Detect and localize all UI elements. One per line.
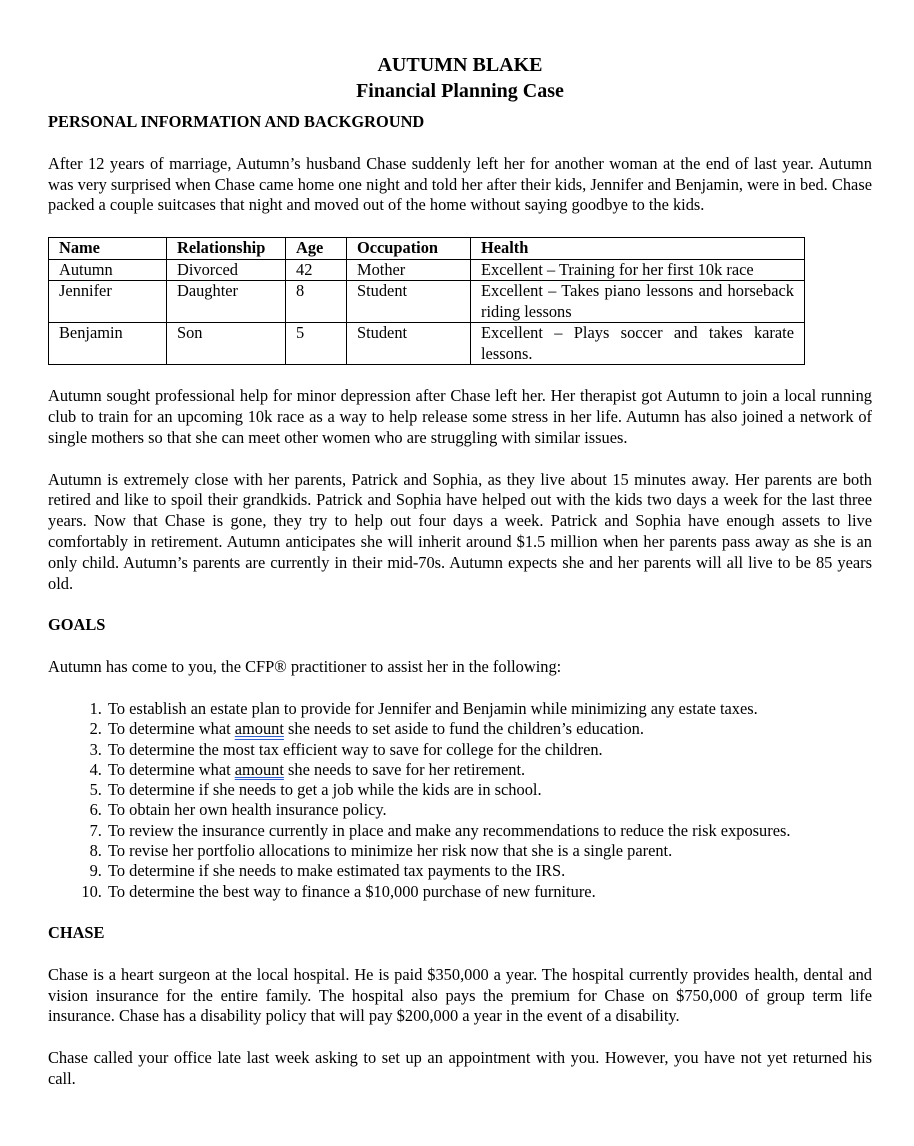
list-item: 5. To determine if she needs to get a job while the kids are in school. xyxy=(106,780,872,800)
table-row xyxy=(49,281,805,323)
list-item: 3. To determine the most tax efficient way to save for college for the children. xyxy=(106,740,872,760)
paragraph-parents: Autumn is extremely close with her parents, Patrick and Sophia, as they live about 15 minutes away. Her parents are both retired and like to spoil their grandkids. Patrick and Sophia have helped out with the kids two days a week for the last three years. Now that Chase is gone, they try to help out four days a week. Patrick and Sophia have enough assets to live comfortably in retirement. Autumn anticipates she will inherit around $1.5 million when her parents pass away as she is an only child. Autumn’s parents are currently in their mid-70s. Autumn expects she and her parents will all live to be 85 years old. xyxy=(48,469,872,593)
spellcheck-word[interactable]: amount xyxy=(234,759,284,779)
col-age: Age xyxy=(286,238,347,260)
cell-relationship: Divorced xyxy=(167,259,286,281)
cell-age: 5 xyxy=(286,323,347,365)
cell-health: Excellent – Plays soccer and takes karate lessons. xyxy=(471,323,805,365)
goals-intro: Autumn has come to you, the CFP® practitioner to assist her in the following: xyxy=(48,657,562,677)
list-item: 10. To determine the best way to finance a $10,000 purchase of new furniture. xyxy=(106,882,872,902)
cell-name: Benjamin xyxy=(49,323,167,365)
table-row xyxy=(49,323,805,365)
cell-occupation: Student xyxy=(347,323,471,365)
paragraph-marriage: After 12 years of marriage, Autumn’s husband Chase suddenly left her for another woman at the end of last year. Autumn was very surprised when Chase came home one night and told her after their kids, Jennifer and Benjamin, were in bed. Chase packed a couple suitcases that night and moved out of the home without saying goodbye to the kids. xyxy=(48,153,872,215)
list-item: 2. To determine what amount she needs to set aside to fund the children’s education. xyxy=(106,719,872,739)
cell-relationship: Son xyxy=(167,323,286,365)
list-item: 9. To determine if she needs to make estimated tax payments to the IRS. xyxy=(106,861,872,881)
list-item: 7. To review the insurance currently in place and make any recommendations to reduce the risk exposures. xyxy=(106,821,872,841)
paragraph-chase-job: Chase is a heart surgeon at the local hospital. He is paid $350,000 a year. The hospital currently provides health, dental and vision insurance for the entire family. The hospital also pays the premium for Chase on $750,000 of group term life insurance. Chase has a disability policy that will pay $200,000 a year in the event of a disability. xyxy=(48,964,872,1026)
paragraph-chase-call: Chase called your office late last week asking to set up an appointment with you. However, you have not yet returned his call. xyxy=(48,1048,872,1088)
col-occupation: Occupation xyxy=(347,238,471,260)
list-item: 6. To obtain her own health insurance policy. xyxy=(106,800,872,820)
document-page xyxy=(48,52,872,1090)
cell-age: 8 xyxy=(286,281,347,323)
col-name: Name xyxy=(49,238,167,260)
list-item: 1. To establish an estate plan to provide for Jennifer and Benjamin while minimizing any estate taxes. xyxy=(106,699,872,719)
family-table xyxy=(48,237,805,365)
document-title: AUTUMN BLAKE xyxy=(377,54,543,76)
table-row xyxy=(49,259,805,281)
list-item: 8. To revise her portfolio allocations to minimize her risk now that she is a single parent. xyxy=(106,841,872,861)
cell-relationship: Daughter xyxy=(167,281,286,323)
cell-health: Excellent – Takes piano lessons and horseback riding lessons xyxy=(471,281,805,323)
cell-health: Excellent – Training for her first 10k race xyxy=(471,259,805,281)
section-heading-personal: PERSONAL INFORMATION AND BACKGROUND xyxy=(48,112,425,131)
section-heading-chase: CHASE xyxy=(48,922,105,942)
table-header-row xyxy=(49,238,805,260)
cell-name: Jennifer xyxy=(49,281,167,323)
list-item: 4. To determine what amount she needs to save for her retirement. xyxy=(106,760,872,780)
document-subtitle: Financial Planning Case xyxy=(356,80,564,102)
col-health: Health xyxy=(471,238,805,260)
goals-list xyxy=(48,699,872,902)
paragraph-therapy: Autumn sought professional help for minor depression after Chase left her. Her therapist got Autumn to join a local running club to train for an upcoming 10k race as a way to help release some stress in her life. Autumn has also joined a network of single mothers so that she can meet other women who are struggling with similar issues. xyxy=(48,386,872,447)
cell-occupation: Mother xyxy=(347,259,471,281)
spellcheck-word[interactable]: amount xyxy=(234,719,284,739)
col-relationship: Relationship xyxy=(167,238,286,260)
cell-name: Autumn xyxy=(49,259,167,281)
section-heading-goals: GOALS xyxy=(48,615,106,635)
cell-occupation: Student xyxy=(347,281,471,323)
cell-age: 42 xyxy=(286,259,347,281)
